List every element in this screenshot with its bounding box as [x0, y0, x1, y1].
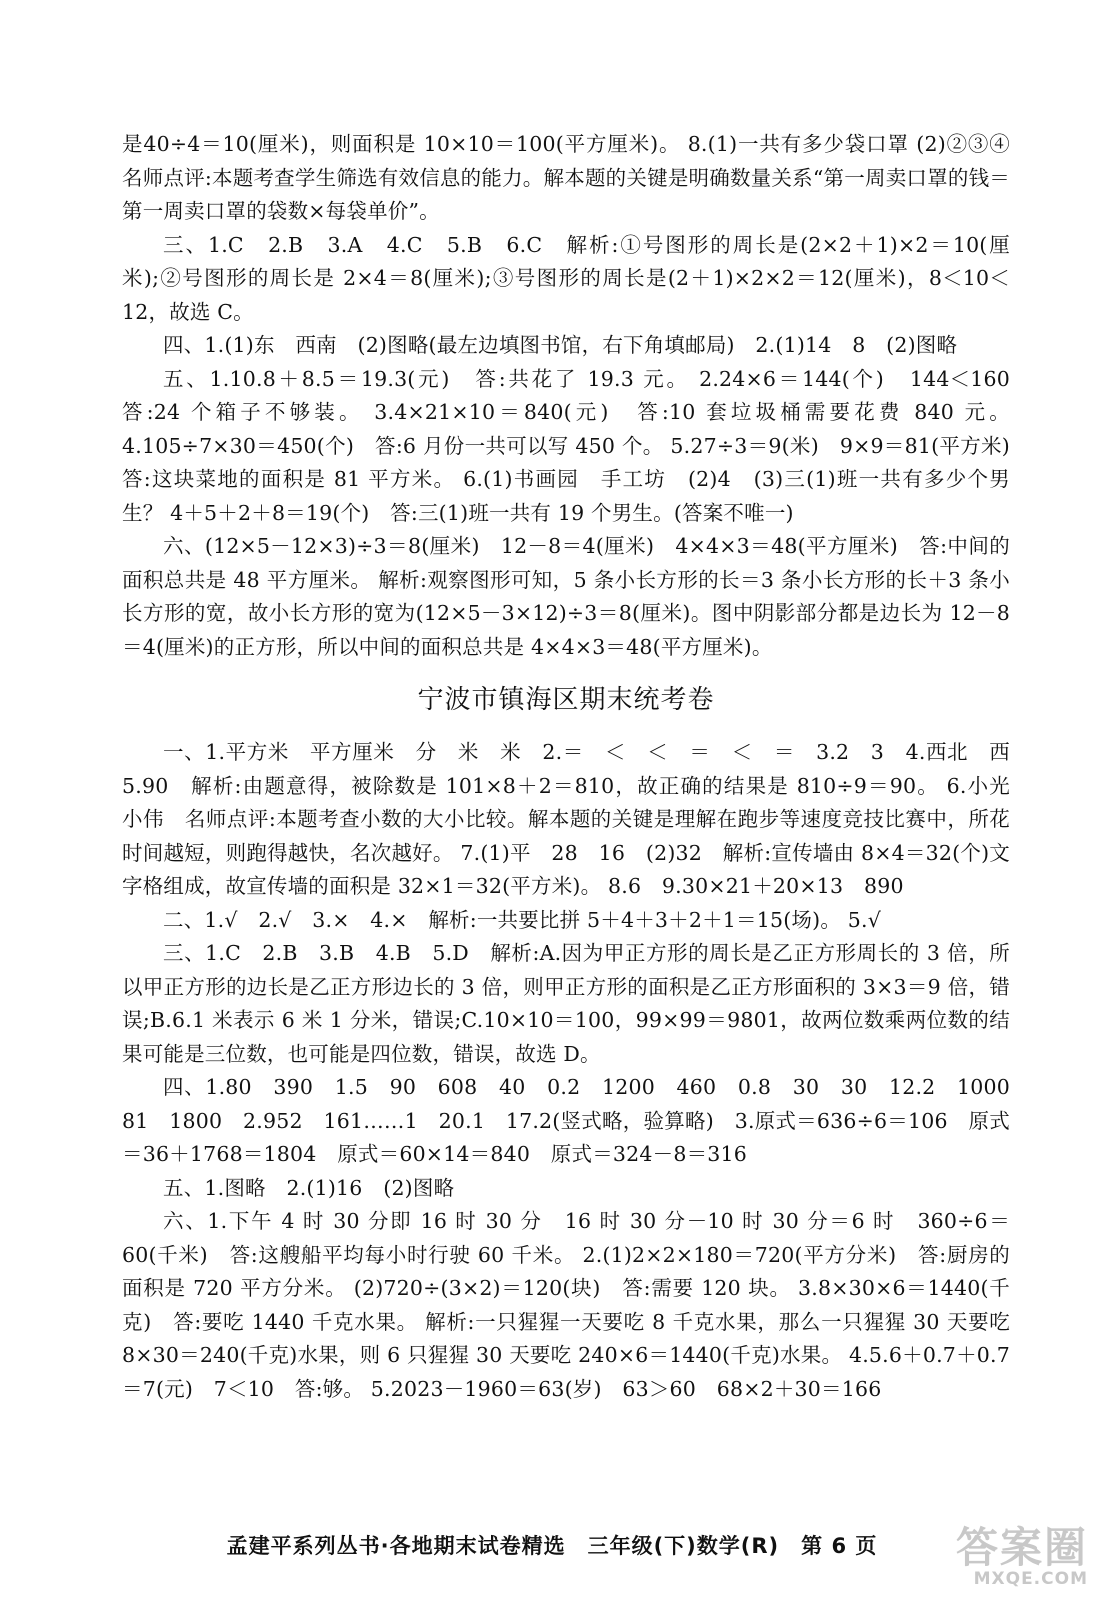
paragraph-part5: 五、1.10.8＋8.5＝19.3(元) 答:共花了 19.3 元。 2.24×6＝144(个) 144＜160 答:24 个箱子不够装。 3.4×21×10＝840(元) 答:10 套垃圾桶需要花费 840 元。 4.105÷7×30＝450(个) 答:6 月份一共可以写 450 个。 5.27÷3＝9(米) 9×9＝81(平方米) 答:这块菜地的面积是 81 平方米。 6.(1)书画园 手工坊 (2)4 (3)三(1)班一共有多少个男生？ 4＋5＋2＋8＝19(个) 答:三(1)班一共有 19 个男生。(答案不唯一) — [122, 366, 1031, 525]
exam-title: 宁波市镇海区期末统考卷 — [417, 685, 715, 715]
paragraph-s2-part2: 二、1.√ 2.√ 3.× 4.× 解析:一共要比拼 5＋4＋3＋2＋1＝15(场)。 5.√ — [163, 907, 881, 932]
paragraph-s2-part5: 五、1.图略 2.(1)16 (2)图略 — [163, 1175, 455, 1200]
watermark-url: MXQE.COM — [973, 1569, 1088, 1589]
paragraph-s2-part4: 四、1.80 390 1.5 90 608 40 0.2 1200 460 0.8 30 30 12.2 1000 81 1800 2.952 161……1 20.1 17.2(竖式略，验算略) 3.原式＝636÷6＝106 原式＝36＋1768＝1804 原式＝60×14＝840 原式＝324－8＝316 — [122, 1075, 1031, 1166]
paragraph-s2-part6: 六、1.下午 4 时 30 分即 16 时 30 分 16 时 30 分－10 时 30 分＝6 时 360÷6＝60(千米) 答:这艘船平均每小时行驶 60 千米。 2.(1)2×2×180＝720(平方分米) 答:厨房的面积是 720 平方分米。 (2)720÷(3×2)＝120(块) 答:需要 120 块。 3.8×30×6＝1440(千克) 答:要吃 1440 千克水果。 解析:一只猩猩一天要吃 8 千克水果，那么一只猩猩 30 天要吃 8×30＝240(千克)水果，则 6 只猩猩 30 天要吃 240×6＝1440(千克)水果。 4.5.6＋0.7＋0.7＝7(元) 7＜10 答:够。 5.2023－1960＝63(岁) 63＞60 68×2＋30＝166 — [122, 1209, 1010, 1401]
paragraph-s2-part1: 一、1.平方米 平方厘米 分 米 米 2.＝ ＜ ＜ ＝ ＜ ＝ 3.2 3 4.西北 西 5.90 解析:由题意得，被除数是 101×8＋2＝810，故正确的结果是 810÷9＝90。 6.小光 小伟 名师点评:本题考查小数的大小比较。解本题的关键是理解在跑步等速度竞技比赛中，所花时间越短，则跑得越快，名次越好。 7.(1)平 28 16 (2)32 解析:宣传墙由 8×4＝32(个)文字格组成，故宣传墙的面积是 32×1＝32(平方米)。 8.6 9.30×21＋20×13 890 — [122, 740, 1031, 898]
page-footer: 孟建平系列丛书·各地期末试卷精选 三年级(下)数学(R) 第 6 页 — [226, 1534, 878, 1558]
answer-content — [122, 128, 1031, 1406]
paragraph-s2-part3: 三、1.C 2.B 3.B 4.B 5.D 解析:A.因为甲正方形的周长是乙正方形周长的 3 倍，所以甲正方形的边长是乙正方形边长的 3 倍，则甲正方形的面积是乙正方形面积的 3×3＝9 倍，错误;B.6.1 米表示 6 米 1 分米，错误;C.10×10＝100，99×99＝9801，故两位数乘两位数的结果可能是三位数，也可能是四位数，错误，故选 D。 — [122, 941, 1010, 1066]
paragraph-part3: 三、1.C 2.B 3.A 4.C 5.B 6.C 解析:①号图形的周长是(2×2＋1)×2＝10(厘米);②号图形的周长是 2×4＝8(厘米);③号图形的周长是(2＋1)×2×2＝12(厘米)，8＜10＜12，故选 C。 — [122, 232, 1010, 324]
watermark-text: 答案圈 — [955, 1523, 1088, 1572]
paragraph-continued: 是40÷4＝10(厘米)，则面积是 10×10＝100(平方厘米)。 8.(1)一共有多少袋口罩 (2)②③④ 名师点评:本题考查学生筛选有效信息的能力。解本题的关键是明确数量关系“第一周卖口罩的钱＝第一周卖口罩的袋数×每袋单价”。 — [122, 132, 1031, 223]
paragraph-part4: 四、1.(1)东 西南 (2)图略(最左边填图书馆，右下角填邮局) 2.(1)14 8 (2)图略 — [163, 333, 958, 357]
paragraph-part6: 六、(12×5－12×3)÷3＝8(厘米) 12－8＝4(厘米) 4×4×3＝48(平方厘米) 答:中间的面积总共是 48 平方厘米。 解析:观察图形可知，5 条小长方形的长＝3 条小长方形的长＋3 条小长方形的宽，故小长方形的宽为(12×5－3×12)÷3＝8(厘米)。图中阴影部分都是边长为 12－8＝4(厘米)的正方形，所以中间的面积总共是 4×4×3＝48(平方厘米)。 — [122, 534, 1010, 659]
watermark-logo — [898, 1523, 1088, 1590]
